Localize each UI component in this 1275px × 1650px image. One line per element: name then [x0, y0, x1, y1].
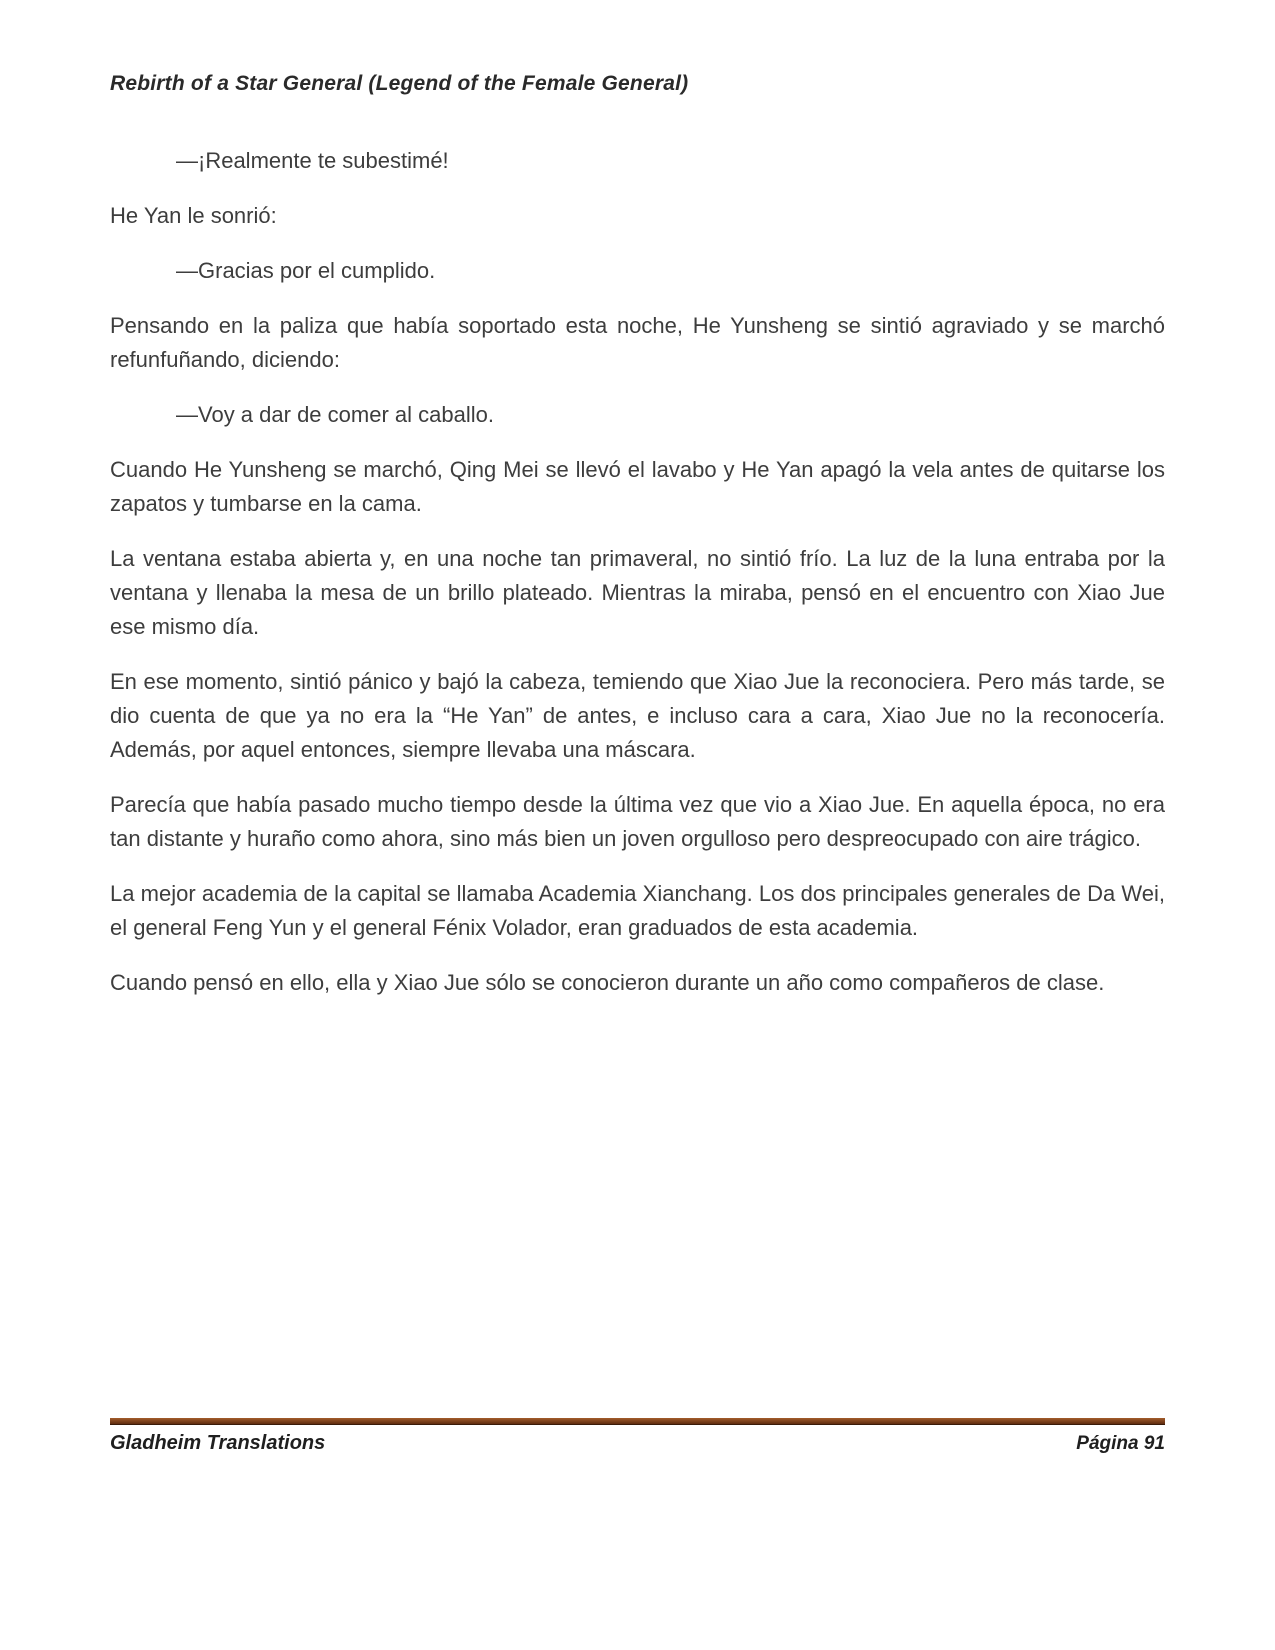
- body-paragraph: En ese momento, sintió pánico y bajó la cabeza, temiendo que Xiao Jue la reconociera. Pero más tarde, se dio cuenta de que ya no era la “He Yan” de antes, e incluso cara a cara, Xiao Jue no la reconocería. Además, por aquel entonces, siempre llevaba una máscara.: [110, 669, 1165, 762]
- footer-translator-credit: Gladheim Translations: [110, 1432, 326, 1454]
- body-paragraph: Cuando pensó en ello, ella y Xiao Jue sólo se conocieron durante un año como compañeros de clase.: [110, 970, 1105, 995]
- footer-text-row: [110, 1432, 1165, 1455]
- body-paragraph: Cuando He Yunsheng se marchó, Qing Mei se llevó el lavabo y He Yan apagó la vela antes de quitarse los zapatos y tumbarse en la cama.: [110, 457, 1165, 516]
- body-paragraph: —¡Realmente te subestimé!: [176, 148, 449, 173]
- footer-page-number: Página 91: [1076, 1433, 1165, 1454]
- body-paragraph: Parecía que había pasado mucho tiempo desde la última vez que vio a Xiao Jue. En aquella época, no era tan distante y huraño como ahora, sino más bien un joven orgulloso pero despreocupado con aire trágico.: [110, 792, 1165, 851]
- body-paragraph: —Voy a dar de comer al caballo.: [176, 402, 494, 427]
- page-header-title: Rebirth of a Star General (Legend of the Female General): [110, 72, 689, 95]
- body-paragraph: La ventana estaba abierta y, en una noche tan primaveral, no sintió frío. La luz de la luna entraba por la ventana y llenaba la mesa de un brillo plateado. Mientras la miraba, pensó en el encuentro con Xiao Jue ese mismo día.: [110, 546, 1165, 639]
- page-footer: [110, 1418, 1165, 1455]
- footer-rule: [110, 1418, 1165, 1425]
- body-paragraph: La mejor academia de la capital se llamaba Academia Xianchang. Los dos principales generales de Da Wei, el general Feng Yun y el general Fénix Volador, eran graduados de esta academia.: [110, 881, 1165, 940]
- body-paragraph: He Yan le sonrió:: [110, 203, 277, 228]
- body-paragraph: —Gracias por el cumplido.: [176, 258, 436, 283]
- body-paragraph: Pensando en la paliza que había soportado esta noche, He Yunsheng se sintió agraviado y se marchó refunfuñando, diciendo:: [110, 313, 1165, 372]
